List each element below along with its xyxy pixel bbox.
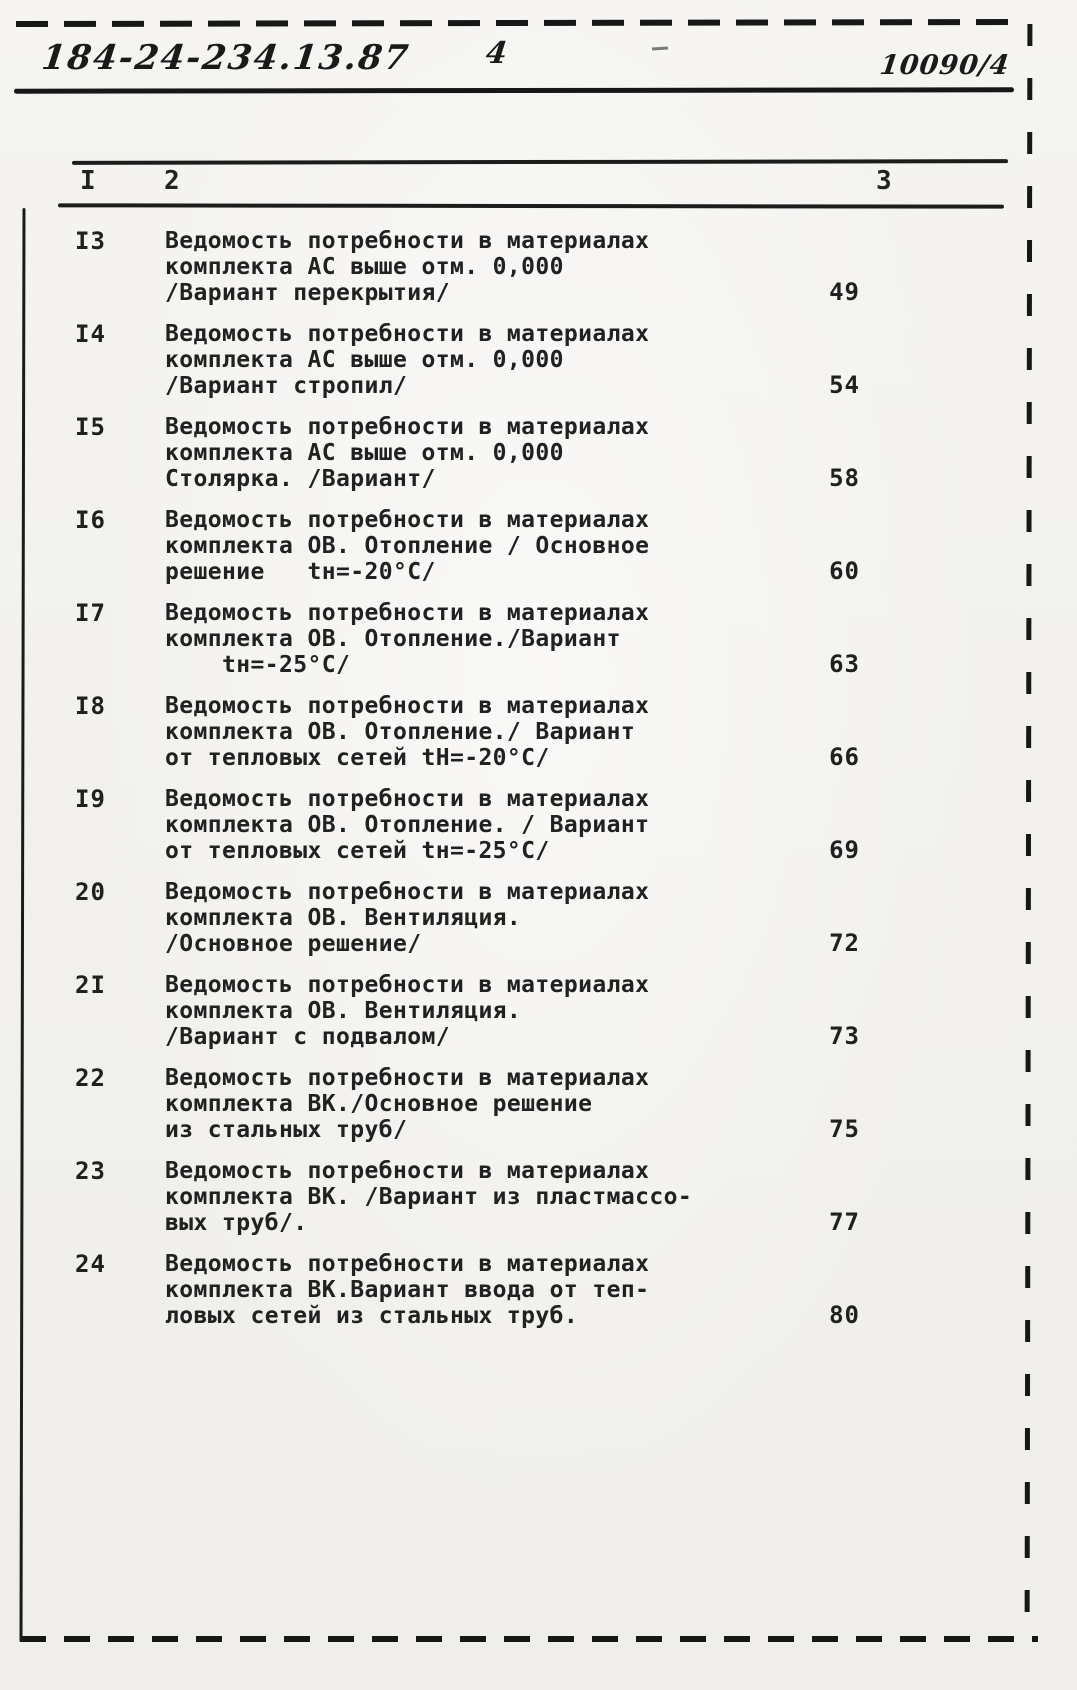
row-page-number: 73 — [829, 1022, 860, 1050]
row-title-line: /Основное решение/ — [165, 931, 422, 957]
row-title-line: комплекта ОВ. Вентиляция. — [165, 998, 522, 1024]
row-title-line: от тепловых сетей tН=-20°С/ — [165, 745, 550, 771]
row-title-line: Столярка. /Вариант/ — [165, 466, 436, 492]
row-title-line: Ведомость потребности в материалах — [165, 507, 650, 533]
table-header-top-rule — [72, 159, 1008, 165]
row-title-line: комплекта ОВ. Отопление / Основное — [165, 533, 650, 559]
table-row — [0, 1251, 1077, 1329]
row-title-line: комплекта ОВ. Отопление. / Вариант — [165, 812, 650, 838]
row-title — [165, 1251, 765, 1329]
table-row — [0, 600, 1077, 678]
row-number: I5 — [75, 413, 106, 441]
document-number: 184-24-234.13.87 — [39, 38, 413, 78]
row-title-line: /Вариант с подвалом/ — [165, 1024, 450, 1050]
sheet-number: 4 — [483, 36, 512, 71]
row-title — [165, 693, 765, 771]
stamp-number: 10090/4 — [878, 50, 1012, 81]
row-title-line: комплекта ОВ. Отопление./ Вариант — [165, 719, 636, 745]
row-title — [165, 507, 765, 585]
table-row — [0, 321, 1077, 399]
row-title-line: Ведомость потребности в материалах — [165, 600, 650, 626]
row-title-line: комплекта АС выше отм. 0,000 — [165, 347, 564, 373]
table-row — [0, 786, 1077, 864]
row-title — [165, 600, 765, 678]
row-title-line: Ведомость потребности в материалах — [165, 1065, 650, 1091]
row-title-line: Ведомость потребности в материалах — [165, 414, 650, 440]
row-title-line: Ведомость потребности в материалах — [165, 321, 650, 347]
row-title-line: Ведомость потребности в материалах — [165, 228, 650, 254]
row-title-line: комплекта ВК.Вариант ввода от теп- — [165, 1277, 650, 1303]
row-page-number: 75 — [829, 1115, 860, 1143]
row-title-line: комплекта ОВ. Отопление./Вариант — [165, 626, 621, 652]
row-page-number: 66 — [829, 743, 860, 771]
row-title — [165, 786, 765, 864]
column-header-3: 3 — [876, 166, 892, 196]
row-number: 22 — [75, 1064, 106, 1092]
row-title — [165, 1065, 765, 1143]
row-title-line: решение tн=-20°С/ — [165, 559, 436, 585]
row-title-line: Ведомость потребности в материалах — [165, 1251, 650, 1277]
row-number: I8 — [75, 692, 106, 720]
table-body — [0, 228, 1077, 1344]
row-number: I9 — [75, 785, 106, 813]
row-number: I6 — [75, 506, 106, 534]
table-row — [0, 507, 1077, 585]
row-number: 20 — [75, 878, 106, 906]
table-row — [0, 972, 1077, 1050]
row-title-line: от тепловых сетей tн=-25°С/ — [165, 838, 550, 864]
row-title — [165, 228, 765, 306]
row-page-number: 69 — [829, 836, 860, 864]
row-number: 2I — [75, 971, 106, 999]
row-number: 24 — [75, 1250, 106, 1278]
row-title-line: /Вариант стропил/ — [165, 373, 408, 399]
row-title — [165, 972, 765, 1050]
scan-noise-mark — [652, 46, 668, 50]
row-title — [165, 321, 765, 399]
table-row — [0, 879, 1077, 957]
row-title-line: Ведомость потребности в материалах — [165, 1158, 650, 1184]
row-title-line: комплекта АС выше отм. 0,000 — [165, 440, 564, 466]
row-page-number: 72 — [829, 929, 860, 957]
row-page-number: 63 — [829, 650, 860, 678]
row-title-line: вых труб/. — [165, 1210, 308, 1236]
row-page-number: 77 — [829, 1208, 860, 1236]
row-title-line: комплекта ВК./Основное решение — [165, 1091, 593, 1117]
row-title-line: Ведомость потребности в материалах — [165, 786, 650, 812]
table-row — [0, 228, 1077, 306]
table-row — [0, 693, 1077, 771]
row-title-line: tн=-25°С/ — [165, 652, 351, 678]
bottom-dashed-border — [20, 1636, 1038, 1642]
row-title-line: комплекта АС выше отм. 0,000 — [165, 254, 564, 280]
top-dashed-border — [16, 19, 1016, 27]
row-title-line: ловых сетей из стальных труб. — [165, 1303, 579, 1329]
row-number: I4 — [75, 320, 106, 348]
row-page-number: 49 — [829, 278, 860, 306]
row-title — [165, 414, 765, 492]
row-title — [165, 879, 765, 957]
row-number: 23 — [75, 1157, 106, 1185]
table-row — [0, 414, 1077, 492]
row-title-line: Ведомость потребности в материалах — [165, 879, 650, 905]
row-page-number: 58 — [829, 464, 860, 492]
row-page-number: 80 — [829, 1301, 860, 1329]
column-header-2: 2 — [164, 166, 180, 196]
table-row — [0, 1158, 1077, 1236]
row-title-line: комплекта ОВ. Вентиляция. — [165, 905, 522, 931]
row-title-line: Ведомость потребности в материалах — [165, 693, 650, 719]
column-header-1: I — [80, 166, 96, 196]
row-title-line: из стальных труб/ — [165, 1117, 408, 1143]
row-title — [165, 1158, 765, 1236]
header-rule-line — [14, 87, 1014, 93]
row-number: I3 — [75, 227, 106, 255]
row-number: I7 — [75, 599, 106, 627]
row-title-line: комплекта ВК. /Вариант из пластмассо- — [165, 1184, 693, 1210]
table-row — [0, 1065, 1077, 1143]
row-title-line: Ведомость потребности в материалах — [165, 972, 650, 998]
table-header-bottom-rule — [58, 203, 1004, 208]
row-page-number: 54 — [829, 371, 860, 399]
row-page-number: 60 — [829, 557, 860, 585]
row-title-line: /Вариант перекрытия/ — [165, 280, 450, 306]
